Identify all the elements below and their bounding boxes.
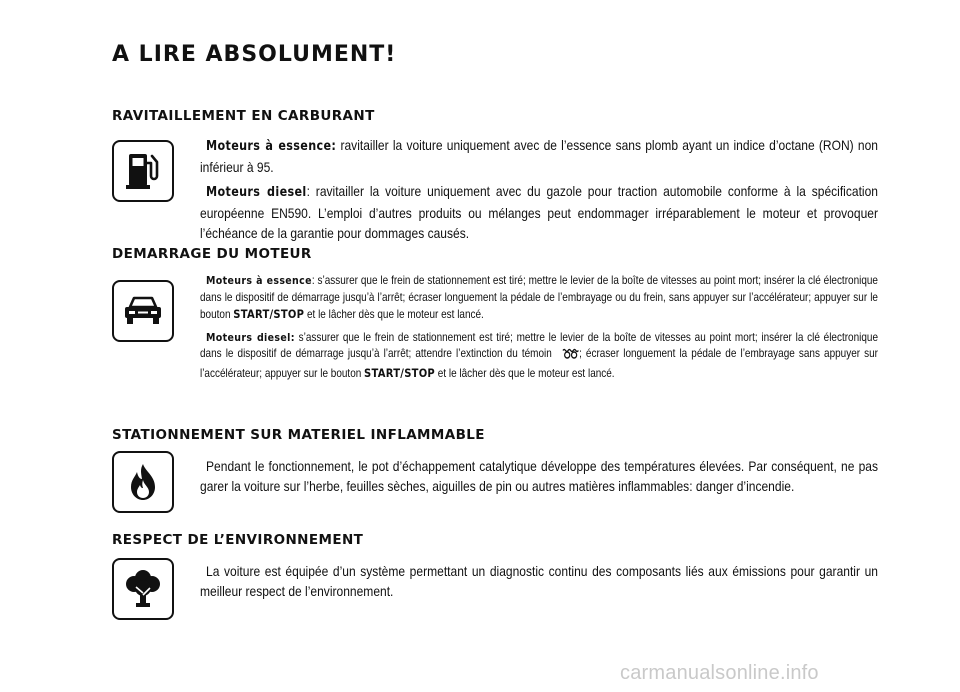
glow-plug-warning-icon bbox=[556, 348, 579, 365]
heading-fuel: RAVITAILLEMENT EN CARBURANT bbox=[112, 108, 375, 124]
fuel-petrol-text: ravitailler la voiture uniquement avec de l’essence sans plomb ayant un indice d’octane (RON) non inférieur à 95. bbox=[200, 137, 878, 175]
parking-text bbox=[200, 456, 878, 496]
start-petrol-lead: Moteurs à essence bbox=[206, 274, 312, 287]
start-diesel-lead: Moteurs diesel: bbox=[206, 330, 295, 344]
start-petrol-paragraph bbox=[200, 273, 878, 324]
heading-parking: STATIONNEMENT SUR MATERIEL INFLAMMABLE bbox=[112, 427, 485, 443]
start-text bbox=[200, 273, 878, 382]
page-title: A LIRE ABSOLUMENT! bbox=[112, 42, 397, 67]
car-front-icon bbox=[112, 280, 174, 342]
fire-icon bbox=[112, 451, 174, 513]
fuel-diesel-lead: Moteurs diesel bbox=[206, 185, 307, 200]
start-diesel-text: s’assurer que le frein de stationnement est tiré; mettre le levier de la boîte de vitesses au point mort; insérer la clé électronique dans le dispositif de démarrage jusqu’à l’arrêt; attendre l’extinction du témoin bbox=[200, 330, 879, 360]
fuel-petrol-paragraph bbox=[200, 135, 878, 177]
start-petrol-end: et le lâcher dès que le moteur est lancé. bbox=[304, 308, 484, 321]
fuel-diesel-text: : ravitailler la voiture uniquement avec du gazole pour traction automobile conforme à la spécification européenne EN590. L’emploi d’autres produits ou mélanges peut endommager irréparablement le moteur et provoquer l’échéance de la garantie pour dommages causés. bbox=[200, 183, 878, 241]
heading-environment: RESPECT DE L’ENVIRONNEMENT bbox=[112, 532, 364, 548]
environment-text bbox=[200, 561, 878, 601]
fuel-pump-icon bbox=[112, 140, 174, 202]
start-diesel-paragraph bbox=[200, 330, 878, 383]
parking-paragraph: Pendant le fonctionnement, le pot d’échappement catalytique développe des températures élevées. Par conséquent, ne pas garer la voiture sur l’herbe, feuilles sèches, aiguilles de pin ou autres matières inflammables: danger d’incendie. bbox=[200, 458, 878, 494]
fuel-text bbox=[200, 135, 878, 243]
fuel-diesel-paragraph bbox=[200, 181, 878, 243]
watermark: carmanualsonline.info bbox=[620, 662, 819, 684]
environment-paragraph: La voiture est équipée d’un système permettant un diagnostic continu des composants liés aux émissions pour garantir un meilleur respect de l’environnement. bbox=[200, 563, 878, 599]
start-diesel-text-2: ; écraser longuement la pédale de l’embrayage sans appuyer sur l’accélérateur; appuyer sur le bouton bbox=[200, 347, 879, 380]
start-diesel-end: et le lâcher dès que le moteur est lancé. bbox=[435, 366, 615, 380]
start-stop-label: START/STOP bbox=[233, 307, 305, 321]
fuel-petrol-lead: Moteurs à essence: bbox=[206, 139, 337, 154]
heading-start: DEMARRAGE DU MOTEUR bbox=[112, 246, 312, 262]
start-stop-label-2: START/STOP bbox=[364, 365, 436, 380]
tree-icon bbox=[112, 558, 174, 620]
start-petrol-text: : s’assurer que le frein de stationnement est tiré; mettre le levier de la boîte de vitesses au point mort; insérer la clé électronique dans le dispositif de démarrage jusqu’à l’arrêt; écraser longuement la pédale de l’embrayage ou du frein, sans appuyer sur l’accélérateur; appuyer sur le bouton bbox=[200, 274, 878, 321]
